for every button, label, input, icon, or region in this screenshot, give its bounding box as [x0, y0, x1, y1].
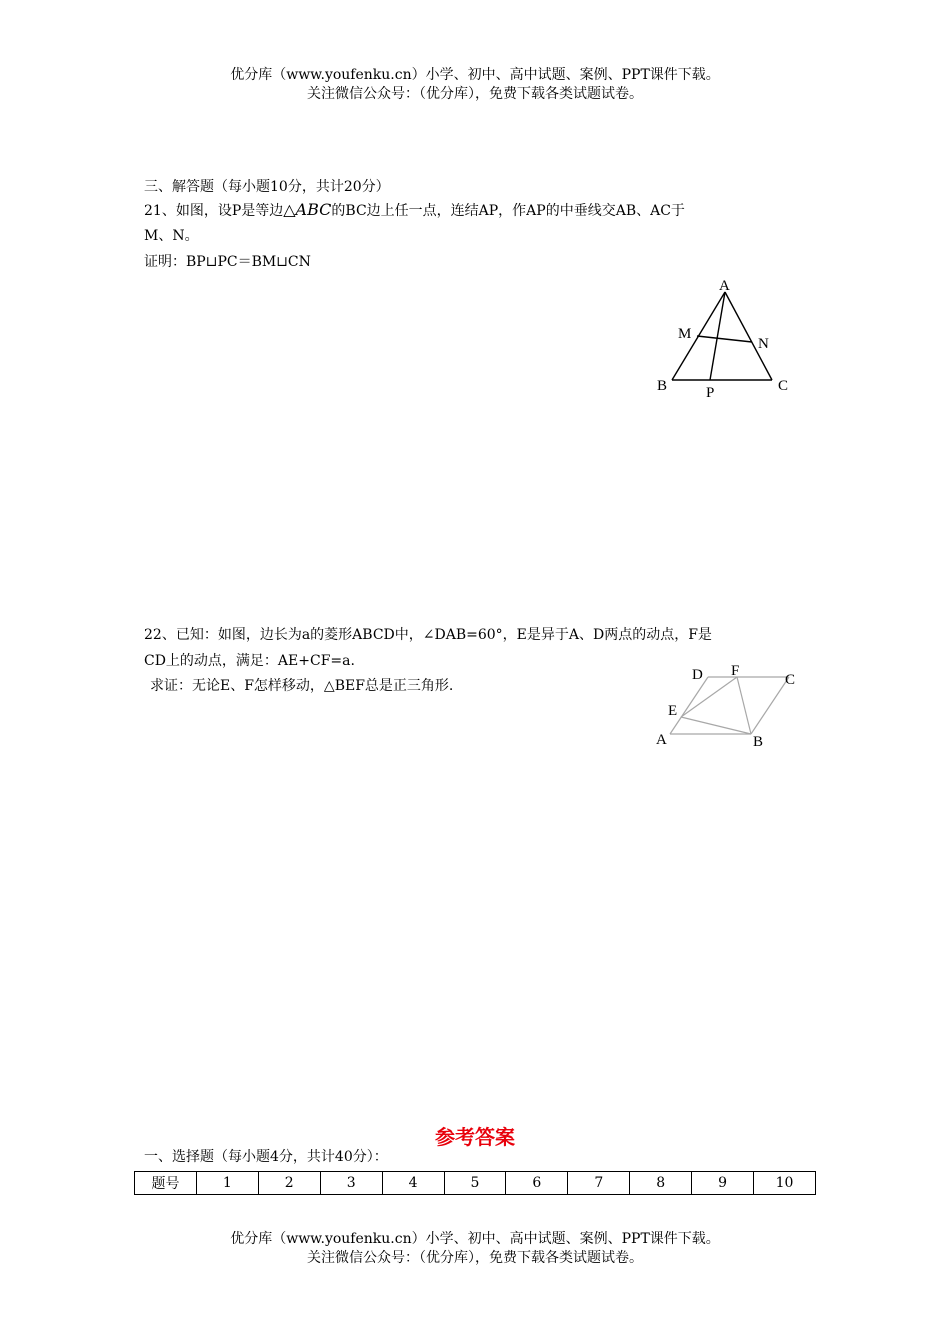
- label-m: M: [678, 326, 692, 342]
- q22-line3: 求证：无论E、F怎样移动，△BEF总是正三角形.: [150, 678, 454, 694]
- q22-line2: CD上的动点，满足：AE+CF=a.: [144, 653, 355, 669]
- q21-line1-part1: 21、如图，设P是等边: [144, 203, 284, 219]
- label-d: D: [692, 667, 703, 683]
- segment-ef: [681, 677, 737, 717]
- answer-table-header: 题号: [135, 1172, 197, 1195]
- answer-table-cell-3: 3: [320, 1172, 382, 1195]
- segment-fb: [737, 677, 751, 734]
- side-bc: [751, 677, 789, 734]
- segment-eb: [681, 717, 751, 734]
- q22-figure-rhombus: [650, 655, 810, 755]
- answer-table-cell-5: 5: [444, 1172, 506, 1195]
- answer-table-cell-10: 10: [754, 1172, 816, 1195]
- section3-title: 三、解答题（每小题10分，共计20分）: [144, 179, 390, 195]
- table-row: [135, 1172, 816, 1195]
- label-c: C: [778, 378, 789, 394]
- answer-table: [134, 1171, 816, 1195]
- q21-line2: M、N。: [144, 228, 199, 244]
- page-header-line1: 优分库（www.youfenku.cn）小学、初中、高中试题、案例、PPT课件下载。: [230, 67, 720, 83]
- segment-mn: [697, 336, 752, 342]
- q22-line1: 22、已知：如图，边长为a的菱形ABCD中，∠DAB=60°，E是异于A、D两点的动点，F是: [144, 627, 712, 643]
- q21-line1: [144, 200, 685, 221]
- label-p: P: [706, 385, 715, 401]
- page-footer-line2: 关注微信公众号：（优分库），免费下载各类试题试卷。: [307, 1250, 643, 1266]
- q21-math-triangle-abc: △ABC: [283, 200, 332, 219]
- answer-table-cell-6: 6: [506, 1172, 568, 1195]
- q21-figure-triangle: [640, 270, 810, 405]
- label-e: E: [668, 703, 678, 719]
- label-f: F: [731, 663, 740, 679]
- answer-table-cell-7: 7: [568, 1172, 630, 1195]
- page-footer-line1: 优分库（www.youfenku.cn）小学、初中、高中试题、案例、PPT课件下载。: [230, 1231, 720, 1247]
- answer-section-title: 参考答案: [435, 1125, 515, 1149]
- answer-section1-title: 一、选择题（每小题4分，共计40分）：: [144, 1149, 388, 1165]
- label-n: N: [758, 336, 769, 352]
- page-header-line2: 关注微信公众号：（优分库），免费下载各类试题试卷。: [307, 86, 643, 102]
- label-a: A: [719, 278, 730, 294]
- q21-proof-statement: 证明：BP⊔PC＝BM⊔CN: [144, 254, 311, 270]
- q21-line1-part2: 的BC边上任一点，连结AP，作AP的中垂线交AB、AC于: [331, 203, 685, 219]
- label-b: B: [657, 378, 668, 394]
- label-c: C: [785, 672, 796, 688]
- answer-table-cell-8: 8: [630, 1172, 692, 1195]
- answer-table-cell-1: 1: [196, 1172, 258, 1195]
- label-b: B: [753, 734, 764, 750]
- label-a: A: [656, 732, 667, 748]
- answer-table-cell-9: 9: [692, 1172, 754, 1195]
- answer-table-cell-2: 2: [258, 1172, 320, 1195]
- answer-table-cell-4: 4: [382, 1172, 444, 1195]
